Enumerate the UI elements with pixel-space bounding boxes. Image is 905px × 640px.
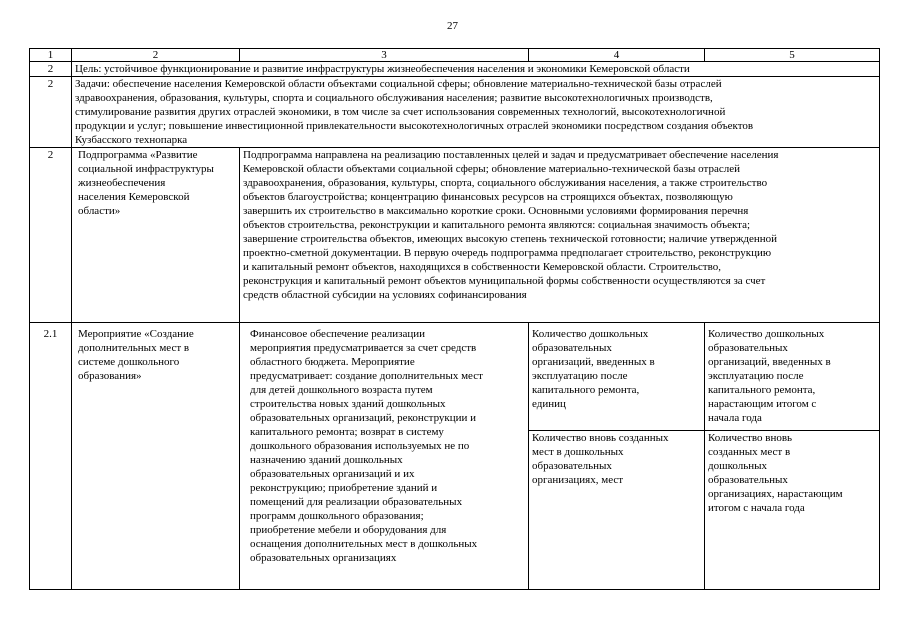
calculation-method-1: Количество дошкольных образовательных организаций, введенных в эксплуатацию после капитального ремонта, нарастающим итогом с начала года <box>705 323 880 431</box>
measure-description: Финансовое обеспечение реализации мероприятия предусматривается за счет средств областного бюджета. Мероприятие предусматривает: создание дополнительных мест для детей дошкольного возраста путем строительства новых зданий дошкольных образовательных организаций, реконструкции и капитального ремонта; возврат в систему дошкольного образования используемых не по назначению зданий дошкольных образовательных организаций и их реконструкцию; приобретение зданий и помещений для реализации образовательных программ дошкольного образования; приобретение мебели и оборудования для оснащения дополнительных мест в дошкольных образовательных организациях <box>240 323 529 590</box>
subprogram-row <box>30 148 880 323</box>
indicator-1: Количество дошкольных образовательных организаций, введенных в эксплуатацию после капитального ремонта, единиц <box>529 323 705 431</box>
tasks-row <box>30 77 880 148</box>
header-cell-1: 1 <box>30 49 72 62</box>
tasks-row-number: 2 <box>30 77 72 148</box>
measure-name: Мероприятие «Создание дополнительных мест в системе дошкольного образования» <box>72 323 240 590</box>
goal-text: Цель: устойчивое функционирование и развитие инфраструктуры жизнеобеспечения населения и экономики Кемеровской области <box>72 62 880 77</box>
goal-row <box>30 62 880 77</box>
measure-row-top <box>30 323 880 431</box>
header-cell-5: 5 <box>705 49 880 62</box>
header-cell-4: 4 <box>529 49 705 62</box>
indicator-2: Количество вновь созданных мест в дошкольных образовательных организациях, мест <box>529 431 705 590</box>
calculation-method-2: Количество вновь созданных мест в дошкольных образовательных организациях, нарастающим итогом с начала года <box>705 431 880 590</box>
measure-row-number: 2.1 <box>30 323 72 590</box>
goal-row-number: 2 <box>30 62 72 77</box>
subprogram-row-number: 2 <box>30 148 72 323</box>
header-cell-3: 3 <box>240 49 529 62</box>
header-cell-2: 2 <box>72 49 240 62</box>
header-row <box>30 49 880 62</box>
program-table <box>29 48 880 590</box>
page-number: 27 <box>447 20 458 32</box>
subprogram-description: Подпрограмма направлена на реализацию поставленных целей и задач и предусматривает обеспечение населения Кемеровской области объектами социальной сферы; обновление материально-технической базы отраслей здравоохранения, образования, культуры, спорта, социального обслуживания населения, а также строительство объектов благоустройства; концентрацию финансовых ресурсов на строящихся объектах, позволяющую завершить их строительство в максимально короткие сроки. Основными условиями формирования перечня объектов строительства, реконструкции и капитального ремонта являются: социальная значимость объекта; завершение строительства объектов, имеющих высокую степень технической готовности; наличие утвержденной проектно-сметной документации. В первую очередь подпрограмма предполагает строительство, реконструкцию и капитальный ремонт объектов, находящихся в собственности Кемеровской области. Строительство, реконструкция и капитальный ремонт объектов муниципальной формы собственности осуществляются за счет средств областной субсидии на условиях софинансирования <box>240 148 880 323</box>
tasks-text: Задачи: обеспечение населения Кемеровской области объектами социальной сферы; обновление материально-технической базы отраслей здравоохранения, образования, культуры, спорта и социального обслуживания населения; развитие высокотехнологичных производств, стимулирование развития других отраслей экономики, в том числе за счет использования современных технологий, высокотехнологичной продукции и услуг; повышение инвестиционной привлекательности высокотехнологичных отраслей экономики посредством создания объектов Кузбасского технопарка <box>72 77 880 148</box>
subprogram-name: Подпрограмма «Развитие социальной инфраструктуры жизнеобеспечения населения Кемеровской области» <box>72 148 240 323</box>
